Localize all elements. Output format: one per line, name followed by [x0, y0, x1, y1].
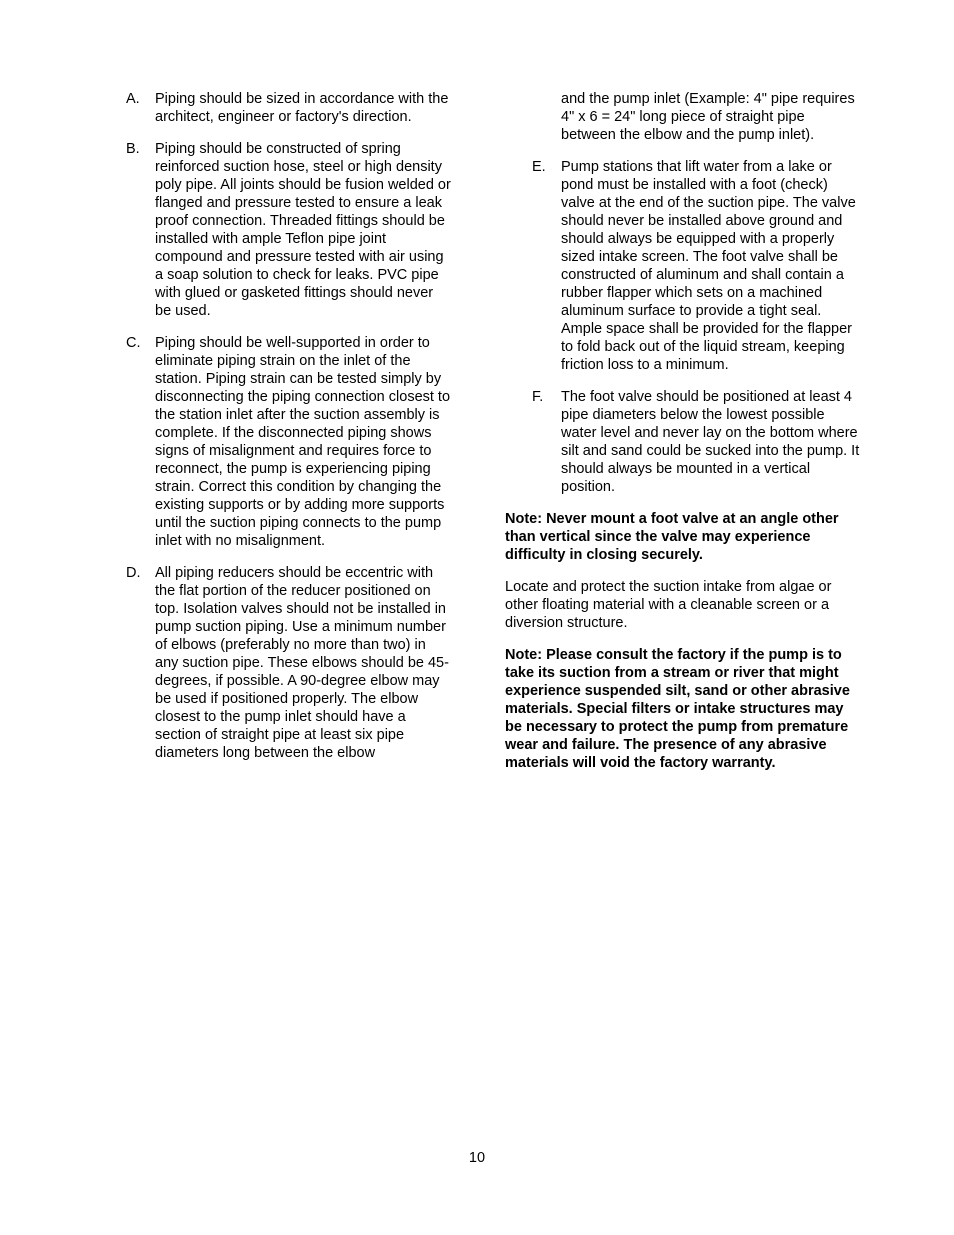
list-letter: C. [126, 335, 141, 351]
right-column [505, 90, 860, 786]
list-item-f [532, 388, 860, 496]
left-column [126, 90, 451, 776]
list-letter: F. [532, 389, 544, 405]
list-item-d [126, 564, 451, 762]
list-letter: E. [532, 159, 546, 175]
note-foot-valve: Note: Never mount a foot valve at an angle other than vertical since the valve may experience difficulty in closing securely. [505, 511, 839, 563]
list-item-c [126, 334, 451, 550]
paragraph-suction-intake: Locate and protect the suction intake from algae or other floating material with a cleanable screen or a diversion structure. [505, 579, 832, 631]
page-number: 10 [468, 1150, 486, 1166]
item-d-continuation: and the pump inlet (Example: 4" pipe requires 4" x 6 = 24" long piece of straight pipe between the elbow and the pump inlet). [561, 91, 855, 143]
note-consult-factory: Note: Please consult the factory if the pump is to take its suction from a stream or river that might experience suspended silt, sand or other abrasive materials. Special filters or intake structures may be necessary to protect the pump from premature wear and failure. The presence of any abrasive materials will void the factory warranty. [505, 647, 850, 771]
list-letter: D. [126, 565, 141, 581]
list-text: Piping should be constructed of spring reinforced suction hose, steel or high density poly pipe. All joints should be fusion welded or flanged and pressure tested to ensure a leak proof connection. Threaded fittings should be installed with ample Teflon pipe joint compound and pressure tested with air using a soap solution to check for leaks. PVC pipe with glued or gasketed fittings should never be used. [155, 141, 451, 319]
list-text: Pump stations that lift water from a lake or pond must be installed with a foot (check) valve at the end of the suction pipe. The valve should never be installed above ground and should always be equipped with a properly sized intake screen. The foot valve shall be constructed of aluminum and shall contain a rubber flapper which sets on a machined aluminum surface to provide a tight seal. Ample space shall be provided for the flapper to fold back out of the liquid stream, keeping friction loss to a minimum. [561, 159, 856, 373]
list-text: Piping should be sized in accordance with the architect, engineer or factory's direction. [155, 91, 449, 125]
list-item-b [126, 140, 451, 320]
list-letter: A. [126, 91, 140, 107]
list-text: Piping should be well-supported in order to eliminate piping strain on the inlet of the station. Piping strain can be tested simply by disconnecting the piping connection closest to the station inlet after the suction assembly is complete. If the disconnected piping shows signs of misalignment and requires force to reconnect, the pump is experiencing piping strain. Correct this condition by changing the existing supports or by adding more supports until the suction piping connects to the pump inlet with no misalignment. [155, 335, 451, 549]
list-text: All piping reducers should be eccentric with the flat portion of the reducer positioned on top. Isolation valves should not be installed in pump suction piping. Use a minimum number of elbows (preferably no more than two) in any suction pipe. These elbows should be 45-degrees, if possible. A 90-degree elbow may be used if positioned properly. The elbow closest to the pump inlet should have a section of straight pipe at least six pipe diameters long between the elbow [155, 565, 449, 761]
list-item-e [532, 158, 860, 374]
list-text: The foot valve should be positioned at least 4 pipe diameters below the lowest possible water level and never lay on the bottom where silt and sand could be sucked into the pump. It should always be mounted in a vertical position. [561, 389, 860, 495]
list-item-a [126, 90, 451, 126]
list-letter: B. [126, 141, 140, 157]
